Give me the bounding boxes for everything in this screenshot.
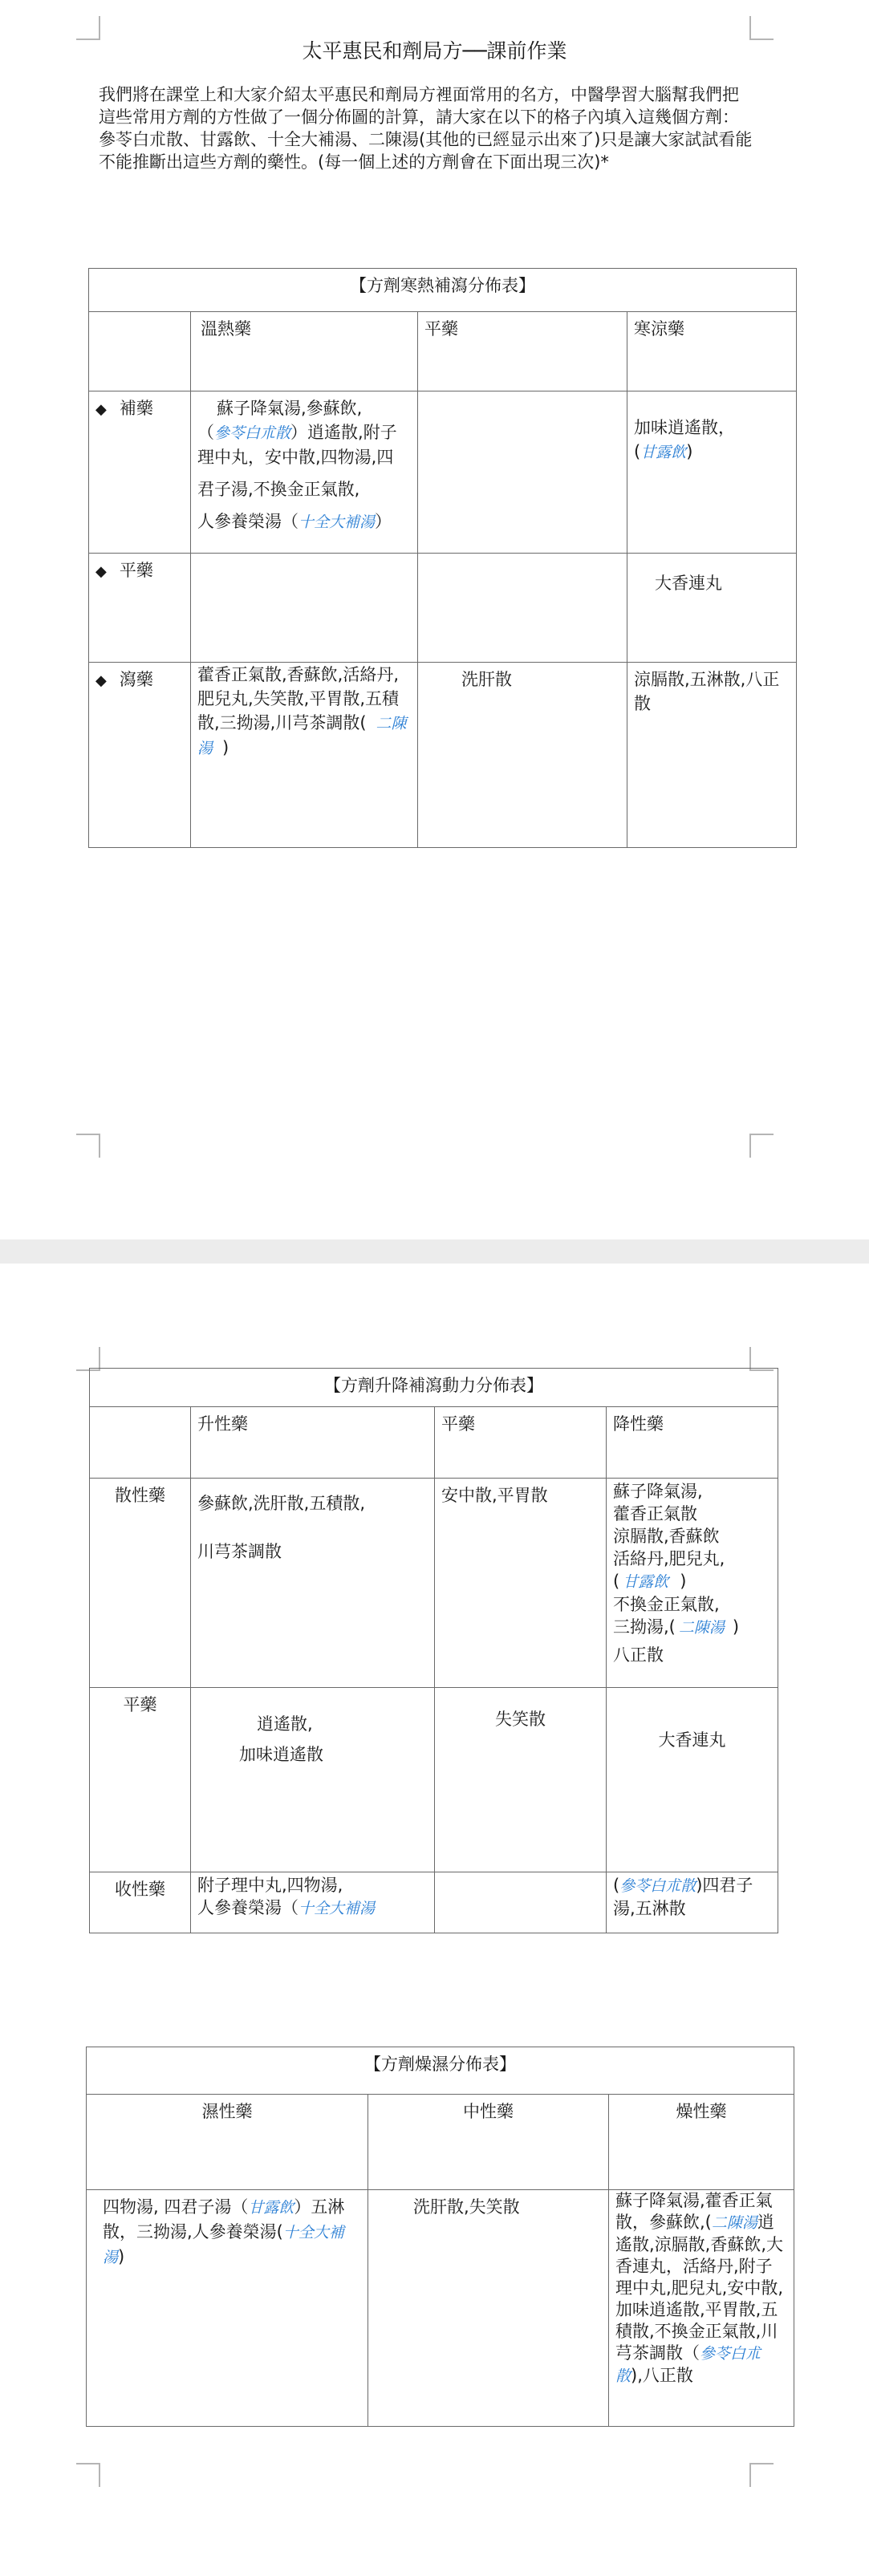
cell-neutral-descend: 大香連丸 (607, 1688, 778, 1872)
header-neutral: 平藥 (435, 1407, 607, 1479)
document-page-1 (0, 0, 869, 1239)
cell-neutral-neutral: 失笑散 (435, 1688, 607, 1872)
bullet-icon: ◆ (95, 401, 107, 418)
crop-mark-bottom-right (749, 1134, 774, 1158)
crop-mark-bottom-right (749, 2463, 774, 2487)
handwritten-answer: 十全大補湯 (103, 2224, 344, 2266)
header-dry: 燥性藥 (609, 2095, 794, 2190)
cell-disperse-descend: 蘇子降氣湯, 藿香正氣散 涼膈散,香蘇飲 活絡丹,肥兒丸, ( 甘露飲 ) 不換金正氣散, 三拗湯,( 二陳湯 ) 八正散 (607, 1479, 778, 1688)
handwritten-answer: 十全大補湯 (298, 513, 376, 531)
cell-damp: 四物湯, 四君子湯（甘露飲）五淋散，三拗湯,人參養榮湯(十全大補湯) (87, 2190, 368, 2427)
handwritten-answer: 甘露飲 (248, 2199, 294, 2217)
handwritten-answer: 甘露飲 (640, 444, 687, 461)
page-title: 太平惠民和劑局方──課前作業 (302, 39, 567, 63)
handwritten-answer: 參苓白朮散 (615, 2345, 761, 2385)
bullet-icon: ◆ (95, 563, 107, 580)
handwritten-answer: 甘露飲 (623, 1573, 669, 1591)
header-ascend: 升性藥 (191, 1407, 435, 1479)
row-label-neutral: ◆ 平藥 (89, 554, 191, 663)
header-neutral: 中性藥 (368, 2095, 609, 2190)
crop-mark-bottom-left (76, 1134, 100, 1158)
cell-disperse-ascend: 參蘇飲,洗肝散,五積散, 川芎茶調散 (191, 1479, 435, 1688)
cell-tonify-warm: 蘇子降氣湯,參蘇飲, （參苓白朮散）逍遙散,附子理中丸，安中散,四物湯,四 君子湯,不換金正氣散, 人參養榮湯（十全大補湯） (191, 391, 418, 554)
crop-mark-bottom-left (76, 2463, 100, 2487)
row-label-disperse: 散性藥 (90, 1479, 191, 1688)
handwritten-answer: 十全大補湯 (298, 1900, 376, 1917)
cell-neutral-cold: 大香連丸 (627, 554, 797, 663)
cell-drain-neutral: 洗肝散 (418, 663, 627, 848)
header-corner (90, 1407, 191, 1479)
intro-paragraph: 我們將在課堂上和大家介紹太平惠民和劑局方裡面常用的名方，中醫學習大腦幫我們把這些常用方劑的方性做了一個分佈圖的計算，請大家在以下的格子內填入這幾個方劑：參苓白朮散、甘露飲、十全大補湯、二陳湯(其他的已經显示出來了)只是讓大家試試看能不能推斷出這些方劑的藥性。(每一個上述的方劑會在下面出現三次)* (99, 85, 753, 172)
cell-neutral-neutral (418, 554, 627, 663)
header-cold: 寒涼藥 (627, 312, 797, 391)
table-caption: 【方劑燥濕分佈表】 (87, 2047, 794, 2095)
bullet-icon: ◆ (95, 672, 107, 689)
table-caption: 【方劑寒熱補瀉分佈表】 (89, 269, 797, 312)
cell-drain-warm: 藿香正氣散,香蘇飲,活絡丹,肥兒丸,失笑散,平胃散,五積散,三拗湯,川芎茶調散( 二陳湯 ) (191, 663, 418, 848)
handwritten-answer: 參苓白朮散 (619, 1877, 696, 1895)
header-neutral: 平藥 (418, 312, 627, 391)
row-label-neutral: 平藥 (90, 1688, 191, 1872)
page-separator (0, 1239, 869, 1264)
header-damp: 濕性藥 (87, 2095, 368, 2190)
cell-neutral: 洗肝散,失笑散 (368, 2190, 609, 2427)
table-ascend-descend (89, 1368, 778, 1933)
table-dry-damp (86, 2047, 794, 2427)
cell-tonify-neutral (418, 391, 627, 554)
row-label-drain: ◆ 瀉藥 (89, 663, 191, 848)
handwritten-answer: 二陳湯 (197, 715, 407, 757)
row-label-astringe: 收性藥 (90, 1872, 191, 1933)
cell-dry: 蘇子降氣湯,藿香正氣散，參蘇飲,(二陳湯逍遙散,涼膈散,香蘇飲,大香連丸，活絡丹,附子理中丸,肥兒丸,安中散,加味逍遙散,平胃散,五積散,不換金正氣散,川芎茶調散（參苓白朮散),八正散 (609, 2190, 794, 2427)
document-page-2 (0, 1264, 869, 2576)
header-warm: 溫熱藥 (191, 312, 418, 391)
header-corner (89, 312, 191, 391)
cell-tonify-cold: 加味逍遙散， (甘露飲) (627, 391, 797, 554)
handwritten-answer: 二陳湯 (678, 1619, 725, 1637)
handwritten-answer: 參苓白朮散 (214, 424, 291, 442)
table-cold-heat-tonify-drain (88, 268, 797, 848)
cell-neutral-ascend: 逍遙散, 加味逍遙散 (191, 1688, 435, 1872)
cell-drain-cold: 涼膈散,五淋散,八正散 (627, 663, 797, 848)
table-caption: 【方劑升降補瀉動力分佈表】 (90, 1369, 778, 1407)
cell-astringe-ascend: 附子理中丸,四物湯, 人參養榮湯（十全大補湯 (191, 1872, 435, 1933)
handwritten-answer: 二陳湯 (711, 2214, 757, 2232)
cell-disperse-neutral: 安中散,平胃散 (435, 1479, 607, 1688)
cell-astringe-descend: (參苓白朮散)四君子湯,五淋散 (607, 1872, 778, 1933)
row-label-tonify: ◆ 補藥 (89, 391, 191, 554)
cell-astringe-neutral (435, 1872, 607, 1933)
cell-neutral-warm (191, 554, 418, 663)
header-descend: 降性藥 (607, 1407, 778, 1479)
